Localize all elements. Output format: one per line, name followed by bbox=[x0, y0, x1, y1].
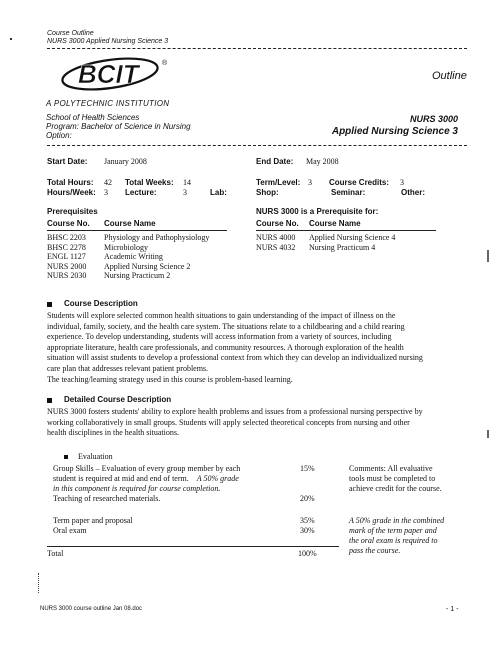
total-hours: 42 bbox=[104, 178, 112, 187]
prereq-for-col-no: Course No. bbox=[256, 219, 299, 228]
course-code: NURS 3000 bbox=[409, 114, 458, 124]
course-no: ENGL 1127 bbox=[47, 252, 86, 261]
detailed-heading: Detailed Course Description bbox=[64, 395, 172, 404]
end-date: May 2008 bbox=[306, 157, 339, 166]
footer-file: NURS 3000 course outline Jan 08.doc bbox=[40, 606, 143, 612]
start-date: January 2008 bbox=[104, 157, 147, 166]
course-no: NURS 2030 bbox=[47, 271, 87, 280]
program: Program: Bachelor of Science in Nursing bbox=[46, 122, 191, 131]
course-name: Applied Nursing Science 4 bbox=[309, 233, 396, 242]
course-name: Academic Writing bbox=[104, 252, 163, 261]
logo-text: BCIT bbox=[78, 59, 139, 89]
total-weeks-label: Total Weeks: bbox=[125, 178, 174, 187]
credits: 3 bbox=[400, 178, 404, 187]
title-rule bbox=[47, 145, 467, 146]
scan-speck bbox=[487, 430, 489, 438]
group-skills-line3: in this component is required for course completion. bbox=[53, 484, 221, 493]
outline-label: Outline bbox=[432, 70, 467, 82]
scan-speck bbox=[10, 38, 12, 40]
grade-note: A 50% grade in the combined mark of the term paper and the oral exam is required to pass the course. bbox=[349, 516, 445, 555]
start-date-label: Start Date: bbox=[47, 157, 88, 166]
institution-tagline: A POLYTECHNIC INSTITUTION bbox=[46, 99, 170, 108]
shop-label: Shop: bbox=[256, 188, 279, 197]
term: 3 bbox=[308, 178, 312, 187]
header-line2: NURS 3000 Applied Nursing Science 3 bbox=[47, 38, 169, 45]
detailed-body: NURS 3000 fosters students' ability to explore health problems and issues from a professional nursing perspective by working collaboratively in small groups. Students will apply selected theoretical concepts from nursing and other health disciplines in the health situations. bbox=[47, 407, 423, 438]
course-name: Physiology and Pathophysiology bbox=[104, 233, 210, 242]
prereq-for-heading: NURS 3000 is a Prerequisite for: bbox=[256, 207, 379, 216]
bcit-logo bbox=[58, 55, 178, 93]
hours-week: 3 bbox=[104, 188, 108, 197]
lecture: 3 bbox=[183, 188, 187, 197]
course-name: Microbiology bbox=[104, 242, 148, 252]
course-name: Nursing Practicum 4 bbox=[309, 242, 376, 252]
hours-week-label: Hours/Week: bbox=[47, 188, 96, 197]
teaching-label: Teaching of researched materials. bbox=[53, 494, 161, 503]
description-body: Students will explore selected common health situations to gain understanding of the impact of illness on the individual, family, society, and the health care system. The situations relate to a childbearing and a child rearing experience. To develop understanding, students will access information from a variety of sources, including appropriate literature, health care professionals, and community resources. A thorough exploration of the health situation will assist students to develop a professional context from which they can develop an individualized nursing care plan that addresses relevant patient problems. The teaching/learning strategy used in this course is problem-based learning. bbox=[47, 311, 423, 384]
prereq-for-col-name: Course Name bbox=[309, 219, 361, 228]
group-skills-line1: Group Skills – Evaluation of every group member by each bbox=[53, 464, 241, 473]
term-label: Term/Level: bbox=[256, 178, 301, 187]
credits-label: Course Credits: bbox=[329, 178, 390, 187]
course-no: BHSC 2203 bbox=[47, 233, 86, 242]
prereq-for-rule bbox=[256, 230, 436, 231]
teaching-pct: 20% bbox=[300, 494, 315, 503]
total-hours-label: Total Hours: bbox=[47, 178, 94, 187]
header-rule bbox=[47, 48, 467, 49]
total-pct: 100% bbox=[298, 549, 317, 558]
description-heading: Course Description bbox=[64, 299, 138, 308]
scan-speck bbox=[487, 250, 489, 262]
group-skills-line2: student is required at mid and end of term. A 50% grade bbox=[53, 474, 239, 483]
oral-exam-label: Oral exam bbox=[53, 526, 87, 535]
total-rule bbox=[47, 546, 339, 547]
oral-exam-pct: 30% bbox=[300, 526, 315, 535]
course-title: Applied Nursing Science 3 bbox=[331, 126, 458, 137]
course-no: BHSC 2278 bbox=[47, 242, 86, 252]
seminar-label: Seminar: bbox=[331, 188, 366, 197]
total-label: Total bbox=[47, 549, 64, 558]
lab-label: Lab: bbox=[210, 188, 227, 197]
option: Option: bbox=[46, 131, 72, 140]
header-line1: Course Outline bbox=[47, 30, 94, 37]
comments: Comments: All evaluative tools must be completed to achieve credit for the course. bbox=[349, 464, 442, 493]
prereq-rule bbox=[47, 230, 227, 231]
section-bullet bbox=[47, 302, 52, 307]
footer-page: - 1 - bbox=[446, 606, 459, 613]
school: School of Health Sciences bbox=[46, 113, 140, 122]
other-label: Other: bbox=[401, 188, 425, 197]
lecture-label: Lecture: bbox=[125, 188, 157, 197]
course-no: NURS 2000 bbox=[47, 261, 87, 271]
end-date-label: End Date: bbox=[256, 157, 294, 166]
evaluation-heading: Evaluation bbox=[78, 452, 113, 461]
section-bullet bbox=[64, 455, 68, 459]
section-bullet bbox=[47, 398, 52, 403]
prereq-col-no: Course No. bbox=[47, 219, 90, 228]
prereq-heading: Prerequisites bbox=[47, 207, 98, 216]
logo-mark: ® bbox=[162, 60, 168, 67]
total-weeks: 14 bbox=[183, 178, 191, 187]
term-paper-pct: 35% bbox=[300, 516, 315, 525]
term-paper-label: Term paper and proposal bbox=[53, 516, 133, 525]
scan-speck bbox=[38, 573, 40, 593]
course-name: Applied Nursing Science 2 bbox=[104, 261, 191, 271]
course-no: NURS 4032 bbox=[256, 242, 296, 252]
course-no: NURS 4000 bbox=[256, 233, 296, 242]
course-name: Nursing Practicum 2 bbox=[104, 271, 171, 280]
prereq-col-name: Course Name bbox=[104, 219, 156, 228]
group-skills-pct: 15% bbox=[300, 464, 315, 473]
